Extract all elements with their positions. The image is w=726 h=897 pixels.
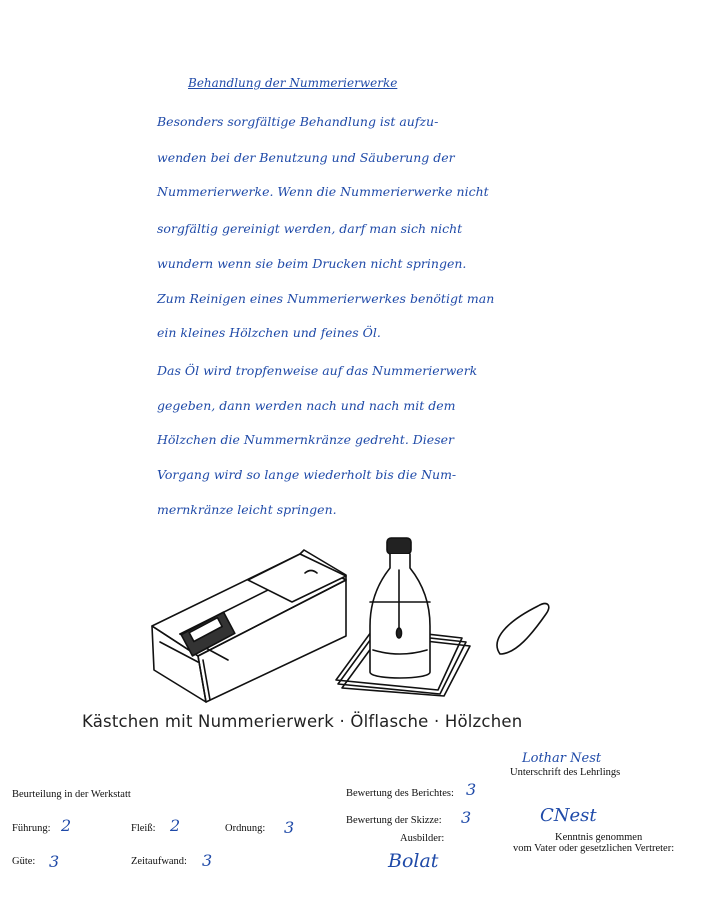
sketch-caption: Kästchen mit Nummerierwerk · Ölflasche · Hölzchen [82,712,523,731]
apprentice-signature-label: Unterschrift des Lehrlings [510,767,621,778]
text-line: ein kleines Hölzchen und feines Öl. [157,325,381,340]
page-title: Behandlung der Nummerierwerke [188,76,398,90]
text-line: Besonders sorgfältige Behandlung ist aufzu- [157,114,439,129]
berichte-label: Bewertung des Berichtes: [346,788,454,799]
box-with-numbering-machine [152,550,346,702]
fuehrung-label: Führung: [12,823,51,834]
fleiss-value: 2 [170,816,181,835]
text-line: gegeben, dann werden nach und nach mit dem [157,398,456,413]
zeitaufwand-value: 3 [202,851,213,870]
fleiss-label: Fleiß: [131,823,156,834]
guete-value: 3 [49,852,60,871]
text-line: Hölzchen die Nummernkränze gedreht. Dieser [157,432,454,447]
parent-label-line2: vom Vater oder gesetzlichen Vertreter: [513,843,675,854]
parent-signature: CNest [540,805,597,826]
text-line: Nummerierwerke. Wenn die Nummerierwerke nicht [157,184,489,199]
oil-bottle [370,538,430,678]
text-line: mernkränze leicht springen. [157,502,337,517]
parent-label-line1: Kenntnis genommen [555,832,643,843]
text-line: Vorgang wird so lange wiederholt bis die Num- [157,467,457,482]
berichte-value: 3 [466,780,477,799]
zeitaufwand-label: Zeitaufwand: [131,856,187,867]
skizze-label: Bewertung der Skizze: [346,815,442,826]
text-line: Zum Reinigen eines Nummerierwerkes benötigt man [157,291,495,306]
workshop-heading: Beurteilung in der Werkstatt [12,789,131,800]
text-line: sorgfältig gereinigt werden, darf man sich nicht [157,221,463,236]
ordnung-label: Ordnung: [225,823,266,834]
ausbilder-label: Ausbilder: [400,833,445,844]
fuehrung-value: 2 [61,816,72,835]
apprentice-signature: Lothar Nest [522,751,602,766]
ordnung-value: 3 [284,818,295,837]
text-line: wenden bei der Benutzung und Säuberung der [157,150,455,165]
guete-label: Güte: [12,856,36,867]
sketch-illustration [140,530,560,705]
wooden-stick [497,604,549,654]
ausbilder-signature: Bolat [388,850,439,872]
text-line: wundern wenn sie beim Drucken nicht springen. [157,256,467,271]
text-line: Das Öl wird tropfenweise auf das Nummerierwerk [157,363,478,378]
skizze-value: 3 [461,808,472,827]
